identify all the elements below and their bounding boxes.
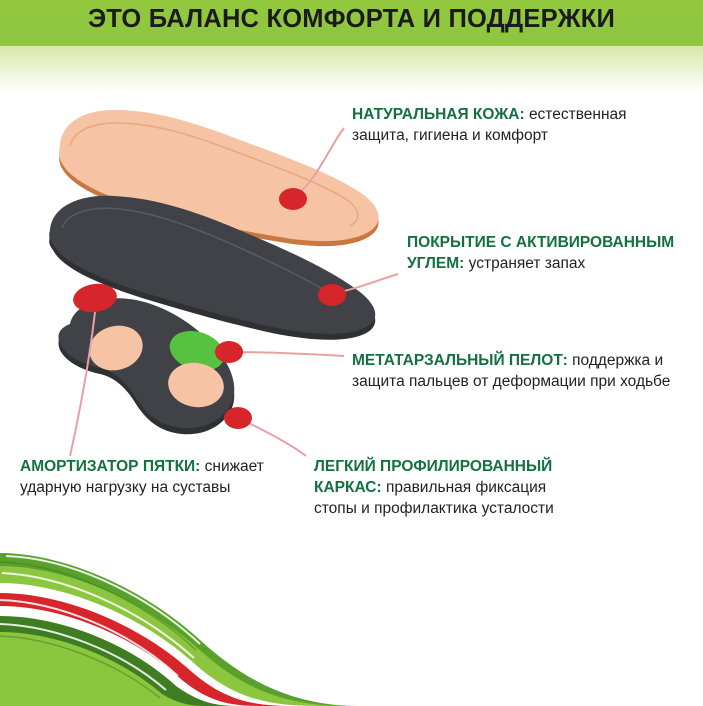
callout-leather: [352, 104, 652, 146]
callout-pelot-text: поддержка и защита пальцев от деформации при ходьбе: [352, 352, 671, 390]
callout-pelot: [352, 350, 672, 392]
callout-carbon-text: устраняет запах: [468, 255, 586, 272]
callout-leather-title: НАТУРАЛЬНАЯ КОЖА:: [352, 106, 525, 123]
marker-dot-pelot: [215, 341, 243, 363]
leader-line-pelot: [228, 352, 344, 356]
callout-carbon: [407, 232, 675, 274]
marker-dot-frame: [224, 407, 252, 429]
marker-dot-leather: [279, 188, 307, 210]
callout-frame: [314, 456, 564, 519]
callout-heel: [20, 456, 290, 498]
marker-dot-carbon: [318, 284, 346, 306]
callout-heel-title: АМОРТИЗАТОР ПЯТКИ:: [20, 458, 201, 475]
callout-frame-title: ЛЕГКИЙ ПРОФИЛИРОВАННЫЙ КАРКАС:: [314, 458, 553, 496]
footer-wave-decoration: [0, 553, 360, 706]
callout-heel-text: снижает ударную нагрузку на суставы: [20, 458, 264, 496]
callout-leather-text: естественная защита, гигиена и комфорт: [352, 106, 627, 144]
callout-carbon-title: ПОКРЫТИЕ С АКТИВИРОВАННЫМ УГЛЕМ:: [407, 234, 675, 272]
callout-frame-text: правильная фиксация стопы и профилактика усталости: [314, 479, 554, 517]
page-title: ЭТО БАЛАНС КОМФОРТА И ПОДДЕРЖКИ: [87, 5, 616, 33]
callout-pelot-title: МЕТАТАРЗАЛЬНЫЙ ПЕЛОТ:: [352, 352, 568, 369]
